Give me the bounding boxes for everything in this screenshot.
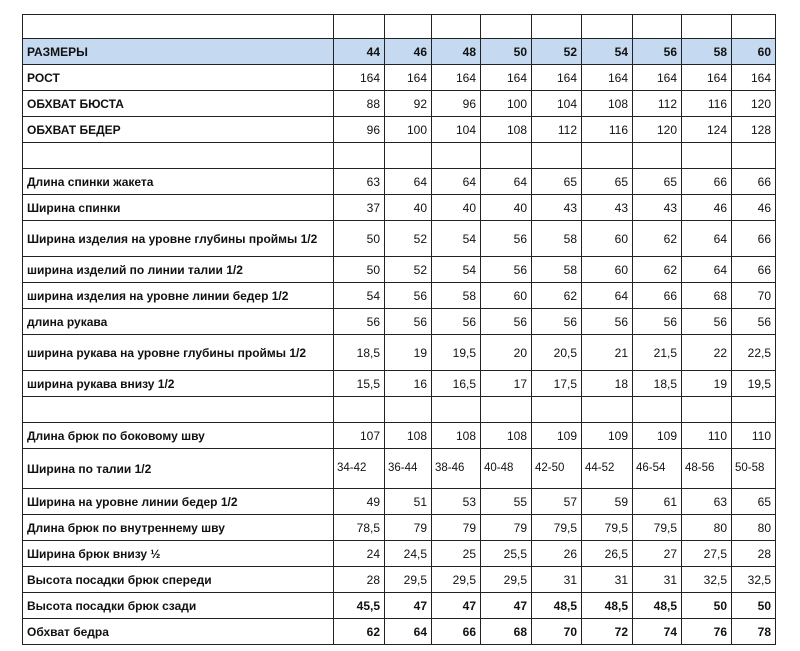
value-cell: 79 (481, 515, 532, 541)
value-cell: 25,5 (481, 541, 532, 567)
value-cell: 18 (582, 371, 633, 397)
value-cell: 62 (334, 619, 385, 645)
value-cell: 34-42 (334, 449, 385, 489)
row-label: Обхват бедра (23, 619, 334, 645)
value-cell: 70 (532, 619, 582, 645)
value-cell: 55 (481, 489, 532, 515)
value-cell: 164 (385, 65, 432, 91)
table-row (23, 283, 776, 309)
value-cell: 31 (532, 567, 582, 593)
value-cell: 64 (385, 619, 432, 645)
value-cell: 50 (732, 593, 776, 619)
table-row (23, 195, 776, 221)
value-cell: 112 (633, 91, 682, 117)
value-cell: 43 (532, 195, 582, 221)
value-cell (532, 397, 582, 423)
value-cell: 79,5 (532, 515, 582, 541)
value-cell: 18,5 (334, 335, 385, 371)
value-cell: 79 (385, 515, 432, 541)
table-row (23, 169, 776, 195)
value-cell: 58 (432, 283, 481, 309)
value-cell: 64 (582, 283, 633, 309)
table-row (23, 91, 776, 117)
value-cell: 50 (682, 593, 732, 619)
value-cell: 108 (481, 423, 532, 449)
value-cell: 20,5 (532, 335, 582, 371)
blank-row (23, 397, 776, 423)
value-cell: 60 (582, 257, 633, 283)
value-cell: 50 (334, 257, 385, 283)
row-label: Ширина спинки (23, 195, 334, 221)
value-cell (682, 143, 732, 169)
size-header: 44 (334, 39, 385, 65)
value-cell: 56 (732, 309, 776, 335)
value-cell: 31 (582, 567, 633, 593)
value-cell: 48-56 (682, 449, 732, 489)
value-cell: 64 (682, 257, 732, 283)
header-label: РАЗМЕРЫ (23, 39, 334, 65)
table-row (23, 567, 776, 593)
value-cell: 56 (481, 309, 532, 335)
value-cell: 63 (682, 489, 732, 515)
value-cell: 109 (582, 423, 633, 449)
value-cell: 45,5 (334, 593, 385, 619)
table-row (23, 371, 776, 397)
value-cell: 38-46 (432, 449, 481, 489)
value-cell: 29,5 (481, 567, 532, 593)
value-cell: 48,5 (532, 593, 582, 619)
value-cell: 40 (481, 195, 532, 221)
value-cell: 50-58 (732, 449, 776, 489)
value-cell (582, 143, 633, 169)
size-header: 54 (582, 39, 633, 65)
table-row (23, 619, 776, 645)
value-cell: 31 (633, 567, 682, 593)
value-cell: 60 (582, 221, 633, 257)
row-label: Длина брюк по боковому шву (23, 423, 334, 449)
value-cell: 66 (432, 619, 481, 645)
value-cell: 63 (334, 169, 385, 195)
value-cell: 61 (633, 489, 682, 515)
value-cell: 36-44 (385, 449, 432, 489)
value-cell (732, 143, 776, 169)
value-cell: 19,5 (732, 371, 776, 397)
value-cell (633, 143, 682, 169)
table-row (23, 489, 776, 515)
size-header: 50 (481, 39, 532, 65)
value-cell: 56 (385, 309, 432, 335)
value-cell: 164 (633, 65, 682, 91)
table-row (23, 309, 776, 335)
value-cell: 62 (633, 221, 682, 257)
value-cell: 56 (633, 309, 682, 335)
row-label: ширина изделия на уровне линии бедер 1/2 (23, 283, 334, 309)
value-cell: 79,5 (633, 515, 682, 541)
value-cell (385, 397, 432, 423)
table-row (23, 423, 776, 449)
value-cell: 108 (582, 91, 633, 117)
value-cell: 65 (633, 169, 682, 195)
value-cell: 62 (532, 283, 582, 309)
row-label: РОСТ (23, 65, 334, 91)
row-label: Длина брюк по внутреннему шву (23, 515, 334, 541)
value-cell: 49 (334, 489, 385, 515)
value-cell: 92 (385, 91, 432, 117)
row-label (23, 143, 334, 169)
table-row (23, 335, 776, 371)
value-cell: 164 (582, 65, 633, 91)
value-cell: 53 (432, 489, 481, 515)
value-cell: 52 (385, 221, 432, 257)
value-cell: 56 (582, 309, 633, 335)
value-cell: 79,5 (582, 515, 633, 541)
row-label (23, 397, 334, 423)
value-cell (432, 397, 481, 423)
value-cell: 43 (582, 195, 633, 221)
table-row (23, 65, 776, 91)
value-cell: 58 (532, 257, 582, 283)
value-cell: 104 (532, 91, 582, 117)
value-cell: 16,5 (432, 371, 481, 397)
value-cell: 56 (481, 221, 532, 257)
value-cell: 109 (532, 423, 582, 449)
value-cell: 43 (633, 195, 682, 221)
value-cell: 56 (334, 309, 385, 335)
value-cell: 29,5 (385, 567, 432, 593)
value-cell (633, 397, 682, 423)
value-cell: 59 (582, 489, 633, 515)
value-cell: 17 (481, 371, 532, 397)
size-header: 48 (432, 39, 481, 65)
value-cell: 164 (334, 65, 385, 91)
value-cell: 44-52 (582, 449, 633, 489)
value-cell: 164 (481, 65, 532, 91)
value-cell: 164 (532, 65, 582, 91)
blank-cell (23, 15, 334, 39)
value-cell: 15,5 (334, 371, 385, 397)
value-cell: 56 (532, 309, 582, 335)
value-cell: 46 (732, 195, 776, 221)
value-cell: 124 (682, 117, 732, 143)
value-cell: 56 (432, 309, 481, 335)
value-cell: 54 (334, 283, 385, 309)
value-cell: 28 (334, 567, 385, 593)
row-label: ширина изделий по линии талии 1/2 (23, 257, 334, 283)
table-row (23, 515, 776, 541)
value-cell: 40-48 (481, 449, 532, 489)
blank-row (23, 15, 776, 39)
value-cell: 65 (532, 169, 582, 195)
value-cell: 25 (432, 541, 481, 567)
value-cell: 37 (334, 195, 385, 221)
value-cell: 80 (682, 515, 732, 541)
value-cell: 56 (682, 309, 732, 335)
value-cell: 64 (432, 169, 481, 195)
value-cell: 68 (682, 283, 732, 309)
size-header: 58 (682, 39, 732, 65)
value-cell: 27,5 (682, 541, 732, 567)
value-cell: 107 (334, 423, 385, 449)
value-cell: 24 (334, 541, 385, 567)
value-cell (432, 143, 481, 169)
value-cell: 47 (432, 593, 481, 619)
value-cell: 56 (481, 257, 532, 283)
value-cell: 32,5 (732, 567, 776, 593)
value-cell: 64 (481, 169, 532, 195)
value-cell: 18,5 (633, 371, 682, 397)
value-cell: 24,5 (385, 541, 432, 567)
value-cell (385, 143, 432, 169)
value-cell: 62 (633, 257, 682, 283)
row-label: Ширина по талии 1/2 (23, 449, 334, 489)
row-label: Высота посадки брюк сзади (23, 593, 334, 619)
value-cell: 66 (732, 257, 776, 283)
value-cell: 79 (432, 515, 481, 541)
table-row (23, 593, 776, 619)
row-label: Ширина на уровне линии бедер 1/2 (23, 489, 334, 515)
row-label: длина рукава (23, 309, 334, 335)
value-cell: 66 (633, 283, 682, 309)
value-cell: 40 (432, 195, 481, 221)
value-cell: 96 (334, 117, 385, 143)
value-cell: 32,5 (682, 567, 732, 593)
value-cell: 47 (385, 593, 432, 619)
value-cell: 72 (582, 619, 633, 645)
row-label: Ширина брюк внизу ½ (23, 541, 334, 567)
value-cell: 80 (732, 515, 776, 541)
value-cell: 19 (385, 335, 432, 371)
value-cell: 164 (432, 65, 481, 91)
value-cell: 17,5 (532, 371, 582, 397)
value-cell: 120 (633, 117, 682, 143)
row-label: Ширина изделия на уровне глубины проймы 1/2 (23, 221, 334, 257)
row-label: ОБХВАТ БЮСТА (23, 91, 334, 117)
value-cell: 51 (385, 489, 432, 515)
size-chart (22, 14, 775, 639)
value-cell: 112 (532, 117, 582, 143)
value-cell: 29,5 (432, 567, 481, 593)
value-cell: 116 (682, 91, 732, 117)
value-cell: 28 (732, 541, 776, 567)
value-cell: 78,5 (334, 515, 385, 541)
size-header: 46 (385, 39, 432, 65)
value-cell (481, 397, 532, 423)
value-cell: 128 (732, 117, 776, 143)
value-cell: 54 (432, 257, 481, 283)
value-cell: 74 (633, 619, 682, 645)
row-label: ширина рукава внизу 1/2 (23, 371, 334, 397)
table-row (23, 541, 776, 567)
value-cell: 104 (432, 117, 481, 143)
value-cell: 108 (385, 423, 432, 449)
value-cell: 116 (582, 117, 633, 143)
value-cell: 70 (732, 283, 776, 309)
value-cell: 78 (732, 619, 776, 645)
blank-row (23, 143, 776, 169)
value-cell: 164 (682, 65, 732, 91)
value-cell: 109 (633, 423, 682, 449)
value-cell: 46-54 (633, 449, 682, 489)
table-row (23, 117, 776, 143)
value-cell: 96 (432, 91, 481, 117)
table-row (23, 257, 776, 283)
value-cell: 16 (385, 371, 432, 397)
size-header: 56 (633, 39, 682, 65)
table-row (23, 449, 776, 489)
value-cell: 76 (682, 619, 732, 645)
value-cell: 108 (481, 117, 532, 143)
value-cell: 66 (732, 221, 776, 257)
row-label: Длина спинки жакета (23, 169, 334, 195)
value-cell: 26 (532, 541, 582, 567)
size-header: 52 (532, 39, 582, 65)
value-cell: 50 (334, 221, 385, 257)
table-row (23, 221, 776, 257)
value-cell: 19 (682, 371, 732, 397)
value-cell (532, 143, 582, 169)
value-cell (481, 143, 532, 169)
value-cell: 88 (334, 91, 385, 117)
value-cell: 110 (732, 423, 776, 449)
value-cell: 26,5 (582, 541, 633, 567)
size-header: 60 (732, 39, 776, 65)
value-cell: 20 (481, 335, 532, 371)
header-row (23, 39, 776, 65)
value-cell: 21 (582, 335, 633, 371)
value-cell (682, 397, 732, 423)
value-cell: 21,5 (633, 335, 682, 371)
value-cell: 56 (385, 283, 432, 309)
row-label: ширина рукава на уровне глубины проймы 1/2 (23, 335, 334, 371)
value-cell: 58 (532, 221, 582, 257)
value-cell: 164 (732, 65, 776, 91)
value-cell: 110 (682, 423, 732, 449)
value-cell: 48,5 (633, 593, 682, 619)
value-cell: 57 (532, 489, 582, 515)
row-label: Высота посадки брюк спереди (23, 567, 334, 593)
value-cell: 64 (682, 221, 732, 257)
value-cell: 66 (682, 169, 732, 195)
size-table (22, 14, 776, 645)
value-cell: 22,5 (732, 335, 776, 371)
value-cell: 108 (432, 423, 481, 449)
value-cell: 68 (481, 619, 532, 645)
value-cell: 120 (732, 91, 776, 117)
value-cell: 19,5 (432, 335, 481, 371)
value-cell: 48,5 (582, 593, 633, 619)
value-cell (334, 143, 385, 169)
value-cell: 52 (385, 257, 432, 283)
row-label: ОБХВАТ БЕДЕР (23, 117, 334, 143)
value-cell: 27 (633, 541, 682, 567)
value-cell: 54 (432, 221, 481, 257)
value-cell: 22 (682, 335, 732, 371)
value-cell: 65 (582, 169, 633, 195)
value-cell: 40 (385, 195, 432, 221)
value-cell: 47 (481, 593, 532, 619)
value-cell: 100 (481, 91, 532, 117)
value-cell (334, 397, 385, 423)
value-cell: 42-50 (532, 449, 582, 489)
value-cell (732, 397, 776, 423)
value-cell (582, 397, 633, 423)
value-cell: 66 (732, 169, 776, 195)
value-cell: 64 (385, 169, 432, 195)
value-cell: 100 (385, 117, 432, 143)
value-cell: 65 (732, 489, 776, 515)
value-cell: 46 (682, 195, 732, 221)
value-cell: 60 (481, 283, 532, 309)
